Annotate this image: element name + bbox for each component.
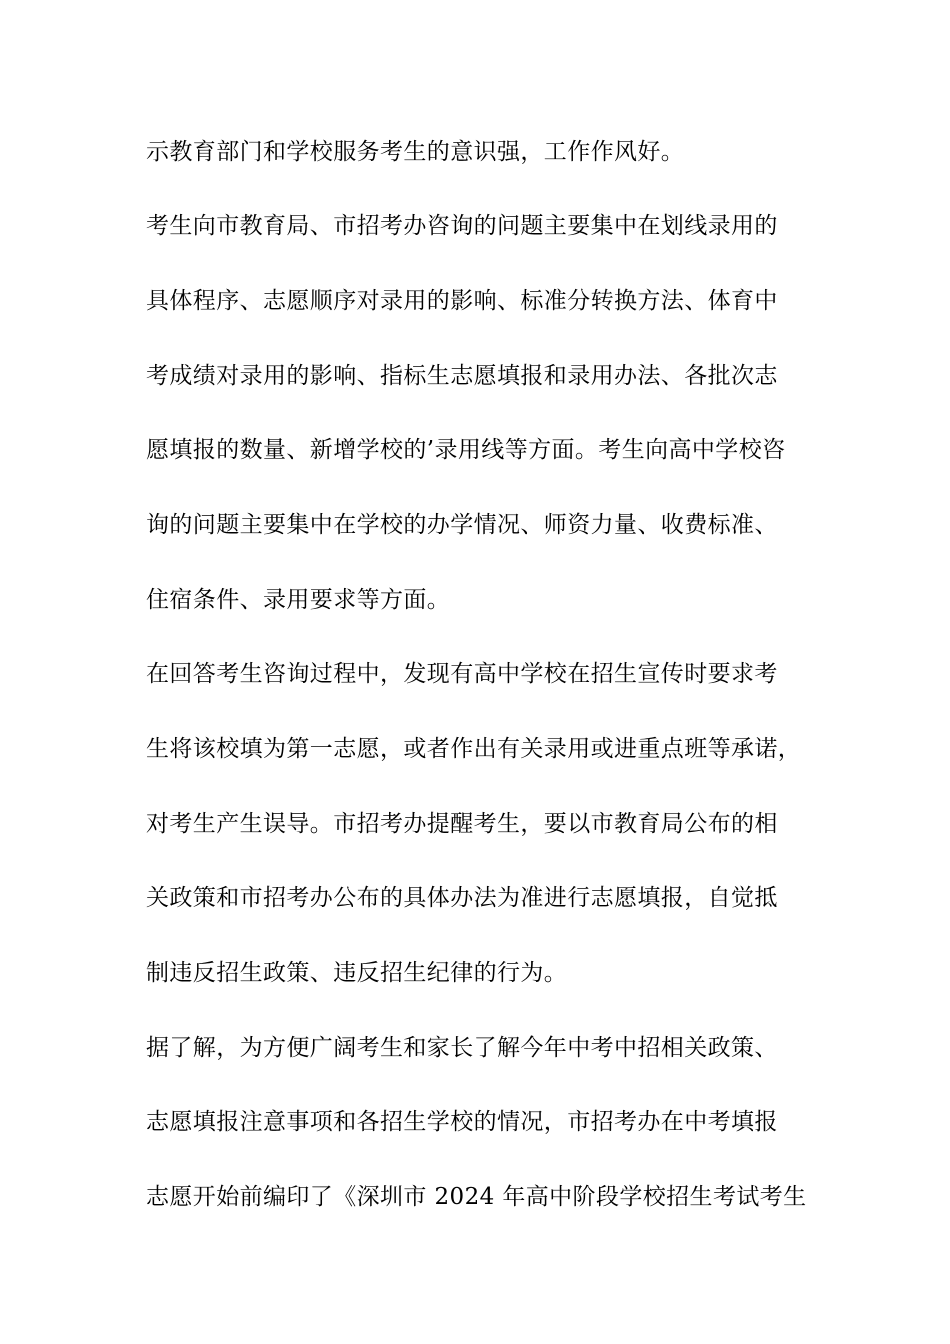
text-line: 在回答考生咨询过程中，发现有高中学校在招生宣传时要求考: [146, 661, 778, 687]
text-line: 考生向市教育局、市招考办咨询的问题主要集中在划线录用的: [146, 213, 778, 239]
text-line: 志愿填报注意事项和各招生学校的情况，市招考办在中考填报: [146, 1109, 778, 1135]
text-line: 志愿开始前编印了《深圳市 2024 年高中阶段学校招生考试考生: [146, 1184, 807, 1210]
text-line: 住宿条件、录用要求等方面。: [146, 587, 451, 613]
text-line: 关政策和市招考办公布的具体办法为准进行志愿填报，自觉抵: [146, 885, 778, 911]
text-line: 询的问题主要集中在学校的办学情况、师资力量、收费标准、: [146, 512, 778, 538]
text-line: 具体程序、志愿顺序对录用的影响、标准分转换方法、体育中: [146, 288, 778, 314]
text-line: 制违反招生政策、违反招生纪律的行为。: [146, 960, 568, 986]
text-line: 愿填报的数量、新增学校的’录用线等方面。考生向高中学校咨: [146, 437, 786, 463]
text-line: 据了解，为方便广阔考生和家长了解今年中考中招相关政策、: [146, 1035, 778, 1061]
text-line: 对考生产生误导。市招考办提醒考生，要以市教育局公布的相: [146, 811, 778, 837]
text-line: 生将该校填为第一志愿，或者作出有关录用或进重点班等承诺，: [146, 736, 802, 762]
text-line: 示教育部门和学校服务考生的意识强，工作作风好。: [146, 139, 685, 165]
text-line: 考成绩对录用的影响、指标生志愿填报和录用办法、各批次志: [146, 363, 778, 389]
